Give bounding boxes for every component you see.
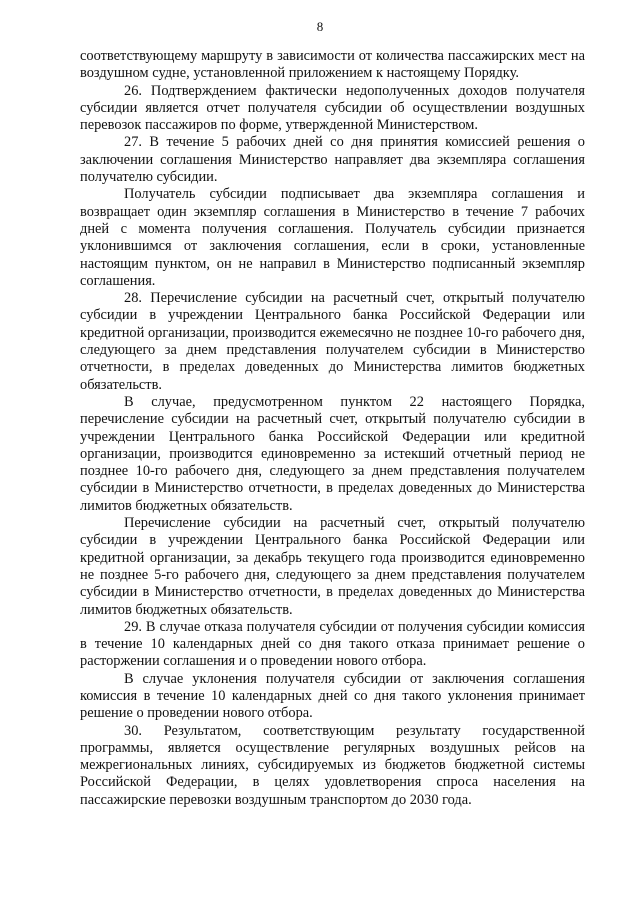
paragraph-29: 29. В случае отказа получателя субсидии от получения субсидии комиссия в течение 10 календарных дней со дня такого отказа принимает решение о расторжении соглашения и о проведении нового отбора. <box>80 618 585 670</box>
paragraph-29-evasion: В случае уклонения получателя субсидии от заключения соглашения комиссия в течение 10 календарных дней со дня такого уклонения принимает решение о проведении нового отбора. <box>80 670 585 722</box>
paragraph-28-case-22: В случае, предусмотренном пунктом 22 настоящего Порядка, перечисление субсидии на расчетный счет, открытый получателю субсидии в учреждении Центрального банка Российской Федерации или кредитной организации, производится единовременно за истекший отчетный период не позднее 10-го рабочего дня, следующего за днем представления получателем субсидии в Министерство отчетности, в пределах доведенных до Министерства лимитов бюджетных обязательств. <box>80 393 585 514</box>
page-number: 8 <box>316 19 324 34</box>
document-body <box>80 48 585 809</box>
paragraph-27: 27. В течение 5 рабочих дней со дня принятия комиссией решения о заключении соглашения Министерство направляет два экземпляра соглашения получателю субсидии. <box>80 134 585 186</box>
paragraph-26: 26. Подтверждением фактически недополученных доходов получателя субсидии является отчет получателя субсидии об осуществлении воздушных перевозок пассажиров по форме, утвержденной Министерством. <box>80 82 585 134</box>
paragraph-28: 28. Перечисление субсидии на расчетный счет, открытый получателю субсидии в учреждении Центрального банка Российской Федерации или кредитной организации, производится ежемесячно не позднее 10-го рабочего дня, следующего за днем представления получателем субсидии в Министерство отчетности, в пределах доведенных до Министерства лимитов бюджетных обязательств. <box>80 290 585 393</box>
paragraph-27-signing: Получатель субсидии подписывает два экземпляра соглашения и возвращает один экземпляр соглашения в Министерство в течение 7 рабочих дней с момента получения соглашения. Получатель субсидии признается уклонившимся от заключения соглашения, если в сроки, установленные настоящим пунктом, он не направил в Министерство подписанный экземпляр соглашения. <box>80 186 585 289</box>
paragraph-28-december: Перечисление субсидии на расчетный счет, открытый получателю субсидии в учреждении Центрального банка Российской Федерации или кредитной организации, за декабрь текущего года производится единовременно не позднее 5-го рабочего дня, следующего за днем представления получателем субсидии в Министерство отчетности, в пределах доведенных до Министерства лимитов бюджетных обязательств. <box>80 515 585 618</box>
paragraph-30: 30. Результатом, соответствующим результату государственной программы, является осуществление регулярных воздушных рейсов на межрегиональных линиях, субсидируемых из бюджетов бюджетной системы Российской Федерации, в целях удовлетворения спроса населения на пассажирские перевозки воздушным транспортом до 2030 года. <box>80 722 585 808</box>
paragraph-continuation: соответствующему маршруту в зависимости от количества пассажирских мест на воздушном судне, установленной приложением к настоящему Порядку. <box>80 48 585 82</box>
